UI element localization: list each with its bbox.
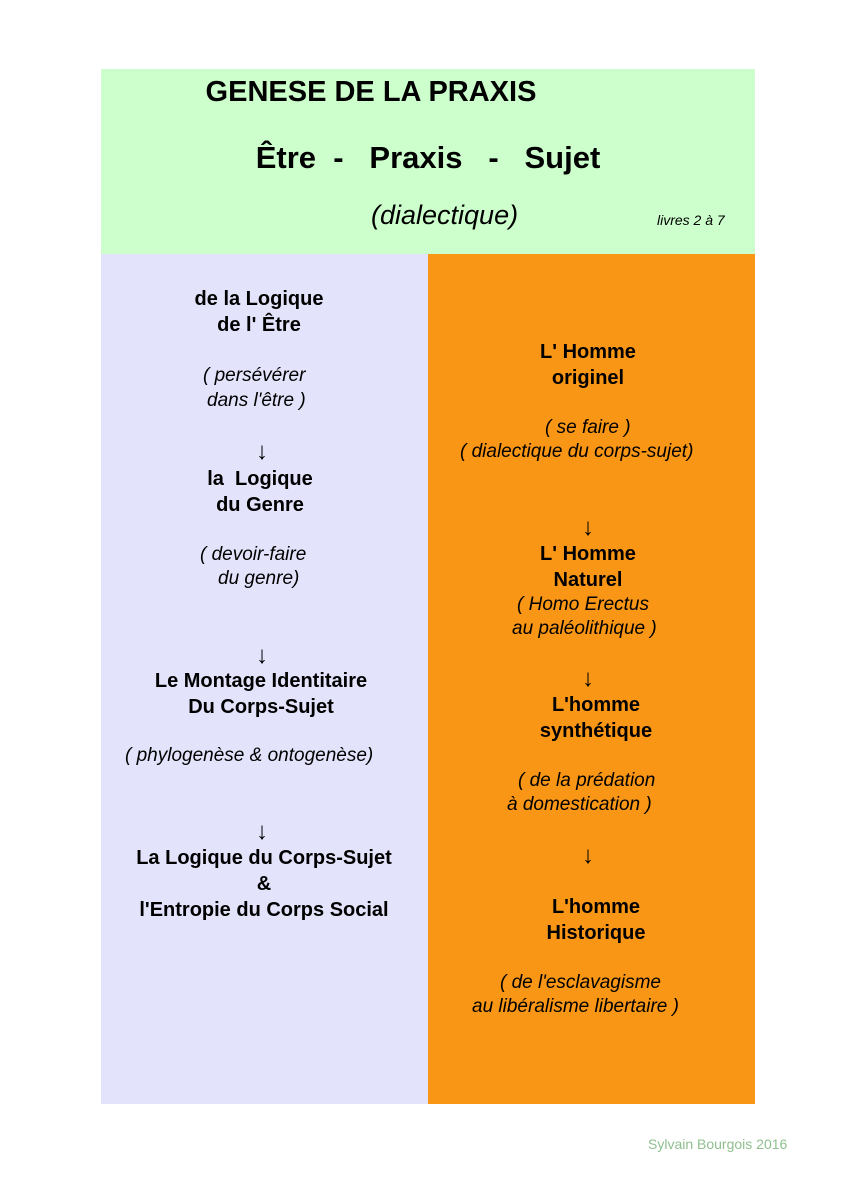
left-down-arrow-icon-2: ↓ [256,642,268,669]
right-heading-2-line-2: Naturel [553,569,623,591]
left-heading-1-line-2: de l' Être [217,314,301,336]
right-down-arrow-icon-3: ↓ [582,842,594,869]
left-note-1-line-1: ( persévérer [203,365,306,386]
author-credit: Sylvain Bourgois 2016 [648,1136,788,1152]
right-down-arrow-icon-2: ↓ [582,665,594,692]
livres-label: livres 2 à 7 [657,212,725,228]
left-down-arrow-icon-3: ↓ [256,818,268,845]
left-heading-4-line-3: l'Entropie du Corps Social [139,899,389,921]
right-heading-4-line-2: Historique [546,922,646,944]
left-note-1-line-2: dans l'être ) [207,390,306,411]
right-heading-1-line-2: originel [551,367,625,389]
right-note-3-line-1: ( de la prédation [518,770,656,791]
left-note-2-line-1: ( devoir-faire [200,544,307,565]
left-heading-2-line-2: du Genre [216,494,304,516]
right-note-4-line-2: au libéralisme libertaire ) [472,996,679,1017]
right-heading-3-line-2: synthétique [539,720,653,742]
right-heading-2-line-1: L' Homme [540,543,636,565]
right-note-4-line-1: ( de l'esclavagisme [500,972,661,993]
dialectique-label: (dialectique) [371,200,519,230]
right-down-arrow-icon-1: ↓ [582,514,594,541]
left-heading-1-line-1: de la Logique [194,288,324,310]
left-note-3: ( phylogenèse & ontogenèse) [125,745,374,766]
right-note-1-line-1: ( se faire ) [545,417,631,438]
left-note-2-line-2: du genre) [218,568,300,589]
right-note-1-line-2: ( dialectique du corps-sujet) [460,441,694,462]
left-heading-3-line-1: Le Montage Identitaire [154,670,368,692]
right-heading-1-line-1: L' Homme [540,341,636,363]
right-heading-3-line-1: L'homme [551,694,641,716]
right-note-2-line-2: au paléolithique ) [512,618,657,639]
page-subtitle: Être - Praxis - Sujet [255,140,601,175]
left-heading-2-line-1: la Logique [207,468,313,490]
left-heading-4-line-1: La Logique du Corps-Sujet [136,847,392,869]
right-heading-4-line-1: L'homme [551,896,641,918]
page-title: GENESE DE LA PRAXIS [205,76,537,108]
left-heading-4-line-2: & [256,873,272,895]
left-heading-3-line-2: Du Corps-Sujet [188,696,334,718]
right-note-2-line-1: ( Homo Erectus [517,594,649,615]
left-down-arrow-icon-1: ↓ [256,438,268,465]
right-note-3-line-2: à domestication ) [507,794,652,815]
